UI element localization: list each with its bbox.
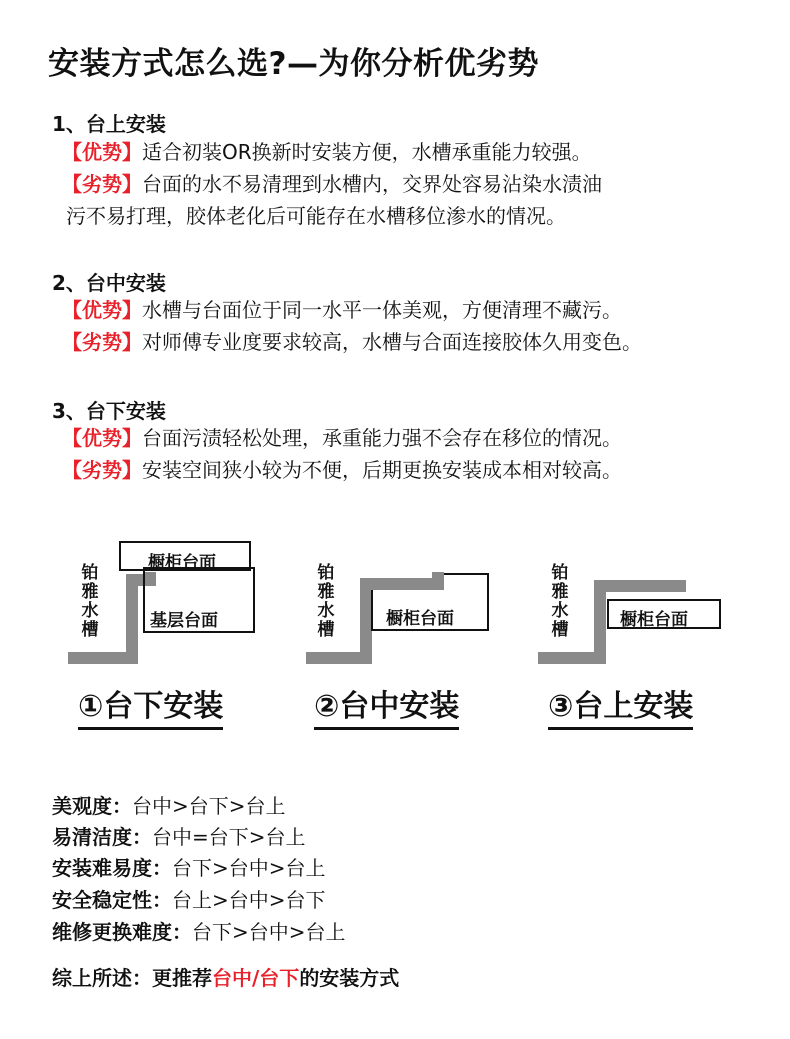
caption-flushmount: ②台中安装 [314, 688, 459, 730]
pro-line [62, 298, 622, 322]
box-bottom-label: 基层台面 [150, 611, 218, 631]
con-line [62, 172, 602, 196]
con-tag: 【劣势】 [62, 330, 142, 354]
ranking-row [52, 790, 286, 819]
pro-tag: 【优势】 [62, 298, 142, 322]
sink-label: 铂雅水槽 [551, 563, 569, 640]
pro-text: 适合初装OR换新时安装方便，水槽承重能力较强。 [142, 140, 592, 164]
con-text: 安装空间狭小较为不便，后期更换安装成本相对较高。 [142, 458, 622, 482]
summary [52, 962, 399, 991]
pro-tag: 【优势】 [62, 426, 142, 450]
section-heading: 2、台中安装 [52, 271, 166, 295]
caption-topmount: ③台上安装 [548, 688, 693, 730]
ranking-value: 台下>台中>台上 [192, 920, 346, 944]
caption-undermount: ①台下安装 [78, 688, 223, 730]
ranking-row [52, 884, 326, 913]
summary-highlight: 台中/台下 [212, 966, 300, 990]
con-line [62, 330, 642, 354]
ranking-value: 台中>台下>台上 [132, 794, 286, 818]
pro-line [62, 426, 622, 450]
con-text: 台面的水不易清理到水槽内，交界处容易沾染水渍油 [142, 172, 602, 196]
ranking-label: 安全稳定性： [52, 888, 172, 912]
ranking-label: 维修更换难度： [52, 920, 192, 944]
sink-label: 铂雅水槽 [81, 563, 99, 640]
summary-suffix: 的安装方式 [299, 966, 400, 990]
pro-text: 台面污渍轻松处理，承重能力强不会存在移位的情况。 [142, 426, 622, 450]
sink-label: 铂雅水槽 [317, 563, 335, 640]
con-text: 对师傅专业度要求较高，水槽与合面连接胶体久用变色。 [142, 330, 642, 354]
pro-text: 水槽与台面位于同一水平一体美观，方便清理不藏污。 [142, 298, 622, 322]
summary-prefix: 综上所述：更推荐 [52, 966, 212, 990]
page-title: 安装方式怎么选?—为你分析优劣势 [48, 46, 539, 82]
ranking-label: 安装难易度： [52, 856, 172, 880]
con-tag: 【劣势】 [62, 172, 142, 196]
ranking-row [52, 916, 346, 945]
con-text-continued: 污不易打理，胶体老化后可能存在水槽移位渗水的情况。 [66, 204, 566, 228]
box-label: 橱柜台面 [620, 610, 688, 630]
box-label: 橱柜台面 [386, 609, 454, 629]
ranking-value: 台上>台中>台下 [172, 888, 326, 912]
ranking-row [52, 852, 326, 881]
box-top-label: 橱柜台面 [148, 553, 216, 573]
con-line [62, 458, 622, 482]
pro-line [62, 140, 592, 164]
section-heading: 3、台下安装 [52, 399, 166, 423]
pro-tag: 【优势】 [62, 140, 142, 164]
ranking-label: 易清洁度： [52, 825, 152, 849]
ranking-row [52, 821, 306, 850]
ranking-value: 台下>台中>台上 [172, 856, 326, 880]
ranking-value: 台中=台下>台上 [152, 825, 306, 849]
ranking-label: 美观度： [52, 794, 132, 818]
section-heading: 1、台上安装 [52, 112, 166, 136]
con-tag: 【劣势】 [62, 458, 142, 482]
